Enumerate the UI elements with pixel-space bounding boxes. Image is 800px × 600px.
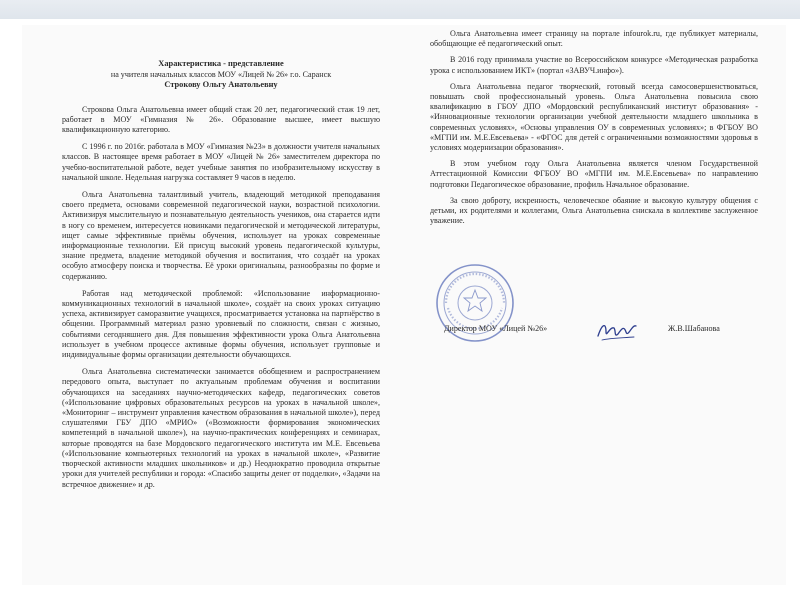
paragraph-respect: За свою доброту, искренность, человеческое обаяние и высокую культуру общения с детьми, их родителями и коллегами, Ольга Анатольевна снискала в коллективе заслуженное уважение.	[430, 195, 758, 226]
paragraph-career: С 1996 г. по 2016г. работала в МОУ «Гимназия №23» в должности учителя начальных классов. В настоящее время работает в МОУ «Лицей № 26» заместителем директора по учебно-воспитательной работе, ведет учебные занятия по изобразительному искусству в начальной школе. Недельная нагрузка составляет 9 часов в неделю.	[62, 142, 380, 182]
paragraph-contest: В 2016 году принимала участие во Всероссийском конкурсе «Методическая разработка урока с использованием ИКТ» (портал «ЗАВУЧ.инфо»).	[430, 55, 758, 75]
top-bar	[0, 0, 800, 19]
paragraph-methodology: Работая над методической проблемой: «Использование информационно-коммуникационных технологий в начальной школе», создаёт на своих уроках ситуацию успеха, активизирует саморазвитие учащихся, просматривается установка на партнёрство в общении. Программный материал разно уровневый по сложности, связан с жизнью, событиями сегодняшнего дня. Для повышения эффективности урока Ольга Анатольевна использует в учебном процессе активные формы обучения, использует групповые и индивидуальные формы организации деятельности обучающихся.	[62, 288, 380, 360]
paragraph-commission: В этом учебном году Ольга Анатольевна является членом Государственной Аттестационной Комиссии ФГБОУ ВО «МГПИ им. М.Е.Евсевьева» по направлению подготовки Педагогическое образование, профиль Начальное образование.	[430, 159, 758, 189]
handwritten-signature-icon	[594, 316, 640, 344]
document-title: Характеристика - представление	[158, 59, 284, 68]
signature-position: Директор МОУ «Лицей №26»	[444, 324, 548, 333]
paragraph-qualification: Ольга Анатольевна педагог творческий, готовый всегда самосовершенствоваться, повышать свой профессиональный уровень. Ольга Анатольевна повысила свою квалификацию в ГБОУ ДПО «Мордовский республиканский институт образования» - «Инновационные технологии организации учебной деятельности младшего школьника в современных условиях», «Основы управления ОУ в современных условиях»; в ФГБОУ ВО «МГПИ им. М.Е.Евсевьева» - «ФГОС для детей с ограниченными возможностями здоровья в условиях модернизации образования».	[430, 81, 758, 153]
paragraph-experience: Строкова Ольга Анатольевна имеет общий стаж 20 лет, педагогический стаж 19 лет, работает в МОУ «Гимназия № 26». Образование высшее, имеет высшую квалификационную категорию.	[62, 104, 380, 134]
left-column	[62, 25, 380, 585]
paragraph-talent: Ольга Анатольевна талантливый учитель, владеющий методикой преподавания своего предмета, основами современной педагогической науки, возрастной психологии. Активизируя мыслительную и познавательную деятельность учеников, она старается идти в ногу со временем, интересуется новинками педагогической и методической литературы, ищет самые эффективные приёмы обучения, использует на уроках современные информационные технологии. Ей присущ высокий уровень педагогической культуры, знание предмета, владение методикой обучения и воспитания, что создаёт на уроках особую атмосферу поиска и творчества. Её уроки оригинальны, разнообразны по форме и содержанию.	[62, 190, 380, 281]
paragraph-portal: Ольга Анатольевна имеет страницу на портале infourok.ru, где публикует материалы, обобщающие её педагогический опыт.	[430, 29, 758, 49]
signature-name: Ж.В.Шабанова	[668, 324, 720, 333]
document-page	[22, 25, 786, 585]
document-subtitle: на учителя начальных классов МОУ «Лицей № 26» г.о. Саранск	[110, 69, 332, 79]
paragraph-dissemination: Ольга Анатольевна систематически занимается обобщением и распространением передового опыта, выступает по актуальным проблемам обучения и воспитании обучающихся на заседаниях научно-методических кафедр, педагогических советов («Использование цифровых образовательных ресурсов на уроках в начальной школе», «Мониторинг – инструмент управления качеством образования в начальной школе»), перед слушателями ГБУ ДПО «МРИО» («Возможности формирования экономических компетенций в начальной школе»), на научно-практических конференциях и семинарах, которые проводятся на базе Мордовского педагогического института им М.Е. Евсевьева («Использование компьютерных технологий на уроках в начальной школе», «Развитие творческой активности младших школьников» и др.) Неоднократно проводила открытые уроки для учителей республики и города: «Спасибо защиты денег от подделки», «Задачи на встречное движение» и др.	[62, 367, 380, 489]
teacher-name: Строкову Ольгу Анатольевну	[164, 80, 278, 89]
